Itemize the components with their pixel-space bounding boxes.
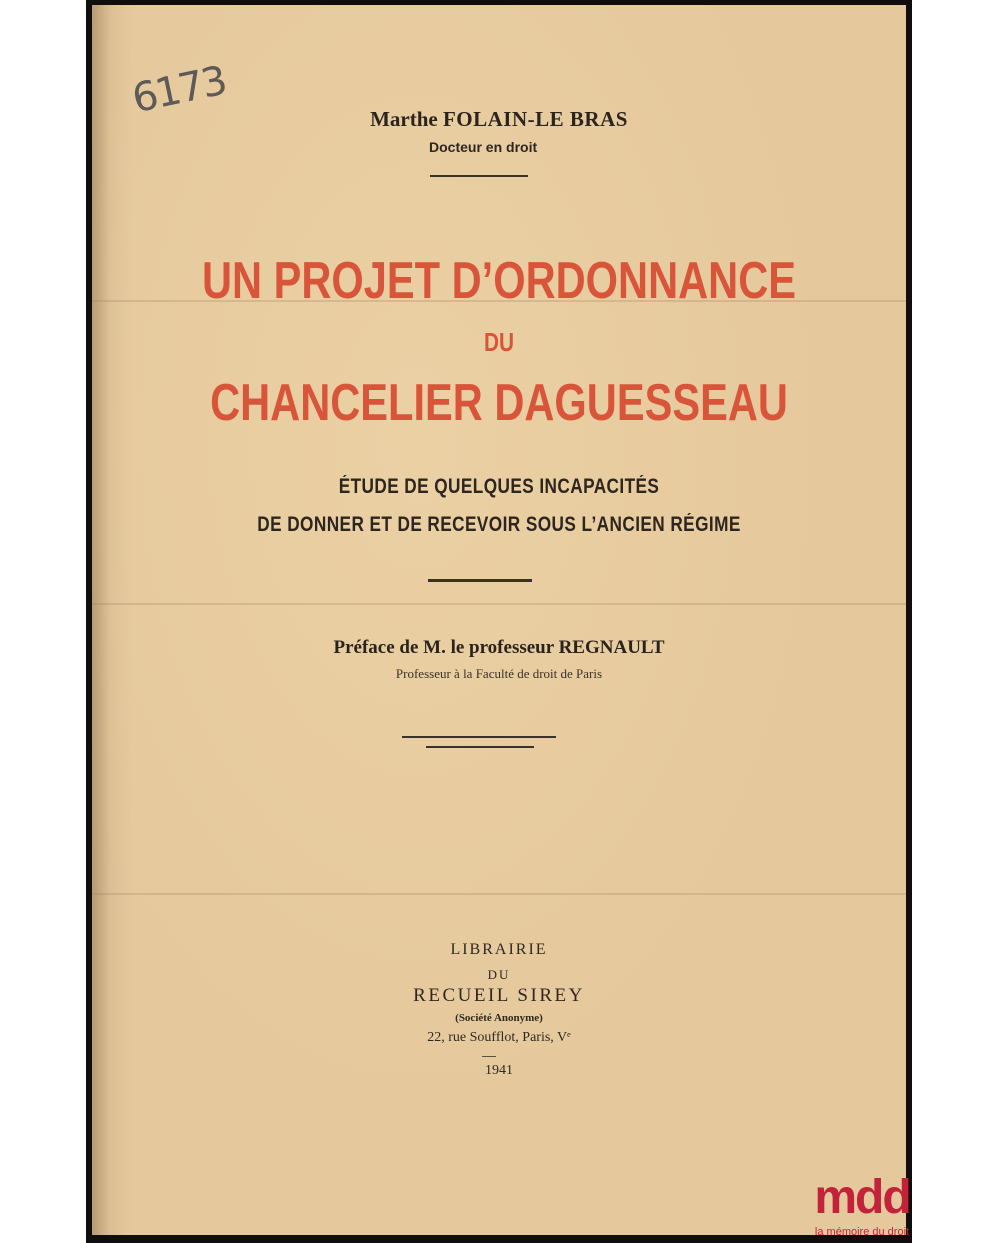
title-du: DU (483, 327, 515, 357)
publisher-du: DU (487, 967, 511, 982)
logo-tagline: la mémoire du droit (814, 1226, 910, 1238)
subtitle-line-2: DE DONNER ET DE RECEVOIR SOUS L’ANCIEN RÉGIME (257, 513, 741, 536)
paper-fold (92, 893, 906, 895)
title-line-2: CHANCELIER DAGUESSEAU (210, 374, 788, 432)
author-first-name: Marthe (370, 107, 438, 131)
publisher-line-1: LIBRAIRIE (450, 941, 548, 958)
logo-text: mdd (814, 1171, 910, 1224)
divider (428, 579, 532, 582)
divider (402, 736, 556, 738)
paper-fold (92, 603, 906, 605)
divider (430, 175, 528, 177)
divider (482, 1056, 496, 1057)
preface-line: Préface de M. le professeur REGNAULT (333, 637, 665, 658)
publisher-address: 22, rue Soufflot, Paris, Vᵉ (427, 1030, 571, 1045)
subtitle-line-1: ÉTUDE DE QUELQUES INCAPACITÉS (338, 475, 660, 498)
divider (426, 746, 534, 748)
author-name: FOLAIN-LE BRAS (442, 107, 628, 131)
pencil-shelfmark: 6173 (128, 57, 230, 123)
publication-year: 1941 (485, 1063, 513, 1078)
spine-wear (92, 5, 110, 1235)
book-cover (92, 5, 906, 1235)
author-title: Docteur en droit (429, 139, 538, 155)
publisher-company-type: (Société Anonyme) (455, 1012, 543, 1024)
publisher-name: RECUEIL SIREY (413, 985, 585, 1006)
preface-subline: Professeur à la Faculté de droit de Paris (395, 666, 603, 681)
author-line (92, 107, 906, 132)
mdd-logo (812, 1170, 912, 1243)
title-line-1: UN PROJET D’ORDONNANCE (202, 252, 796, 310)
